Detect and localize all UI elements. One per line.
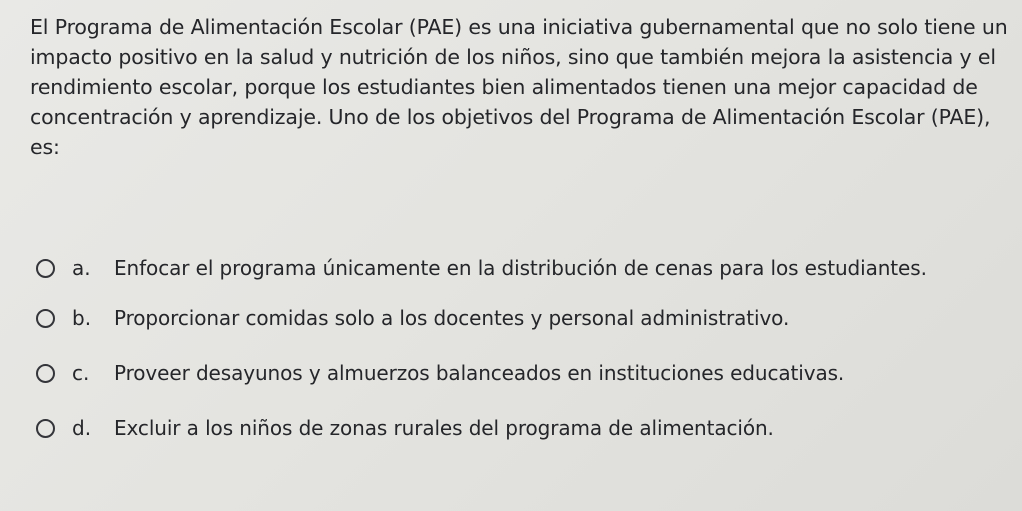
option-label-a[interactable]: Enfocar el programa únicamente en la distribución de cenas para los estudiantes. <box>114 256 927 280</box>
option-letter-b: b. <box>72 306 92 330</box>
radio-button-d[interactable] <box>36 419 55 438</box>
option-letter-a: a. <box>72 256 91 280</box>
question-text: El Programa de Alimentación Escolar (PAE) es una iniciativa gubernamental que no solo tiene un impacto positivo en la salud y nutrición de los niños, sino que también mejora la asistencia y el rendimiento escolar, porque los estudiantes bien alimentados tienen una mejor capacidad de concentración y aprendizaje. Uno de los objetivos del Programa de Alimentación Escolar (PAE), es: <box>30 15 1008 159</box>
option-c[interactable] <box>36 358 996 388</box>
radio-button-a[interactable] <box>36 259 55 278</box>
option-letter-c: c. <box>72 361 90 385</box>
radio-button-c[interactable] <box>36 364 55 383</box>
option-d[interactable] <box>36 413 996 443</box>
radio-button-b[interactable] <box>36 309 55 328</box>
option-label-c[interactable]: Proveer desayunos y almuerzos balanceados en instituciones educativas. <box>114 361 845 385</box>
option-label-d[interactable]: Excluir a los niños de zonas rurales del programa de alimentación. <box>114 416 774 440</box>
option-b[interactable] <box>36 303 996 333</box>
option-label-b[interactable]: Proporcionar comidas solo a los docentes y personal administrativo. <box>114 306 790 330</box>
answer-options <box>36 253 996 468</box>
option-a[interactable] <box>36 253 996 283</box>
option-letter-d: d. <box>72 416 92 440</box>
